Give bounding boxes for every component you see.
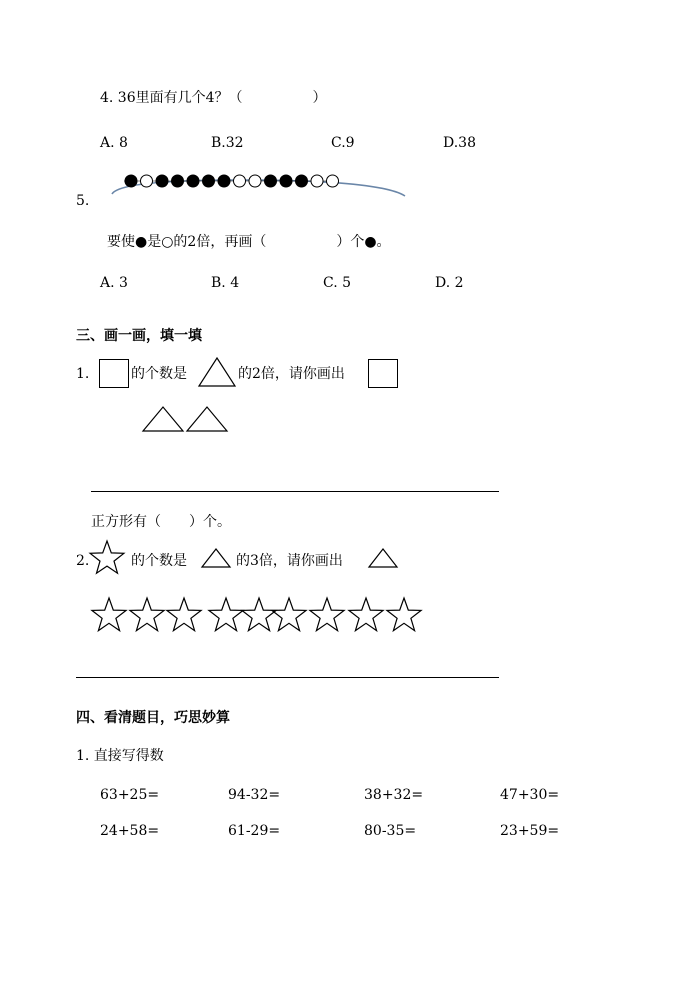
square-icon — [368, 359, 398, 388]
star-icon — [130, 598, 164, 631]
square-icon — [99, 359, 129, 388]
q5-option-c: C. 5 — [323, 275, 352, 291]
triangle-icon — [368, 548, 398, 568]
star-icon — [272, 598, 306, 631]
filled-bead-icon — [125, 175, 137, 187]
triangle-icon — [143, 407, 183, 431]
open-bead-icon — [327, 175, 339, 187]
q5-question: 要使●是○的2倍，再画（ ）个●。 — [107, 234, 391, 250]
star-icon — [167, 598, 201, 631]
drawing-line-2 — [76, 677, 499, 678]
star-icon — [209, 598, 243, 631]
q4-question: 4. 36里面有几个4？（ ） — [100, 90, 327, 106]
q5-option-b: B. 4 — [211, 275, 240, 291]
calc-item: 80-35= — [364, 823, 417, 839]
calc-item: 47+30= — [500, 787, 560, 803]
calc-item: 61-29= — [228, 823, 281, 839]
q4-option-c: C.9 — [331, 135, 355, 151]
filled-bead-icon — [296, 175, 308, 187]
s3-p1-text-b: 的2倍，请你画出 — [238, 366, 345, 382]
q4-option-b: B.32 — [211, 135, 244, 151]
filled-bead-icon — [203, 175, 215, 187]
star-icon — [89, 540, 125, 576]
open-bead-icon — [249, 175, 261, 187]
star-icon — [92, 598, 126, 631]
calc-item: 23+59= — [500, 823, 560, 839]
triangle-icon — [201, 548, 231, 568]
s3-p2-number: 2. — [76, 553, 90, 569]
section4-title: 四、看清题目，巧思妙算 — [76, 710, 230, 726]
section3-title: 三、画一画，填一填 — [76, 328, 202, 344]
s4-p1-title: 1. 直接写得数 — [76, 748, 164, 764]
q5-option-a: A. 3 — [100, 275, 128, 291]
calc-item: 38+32= — [364, 787, 424, 803]
calc-item: 63+25= — [100, 787, 160, 803]
s3-p1-number: 1. — [76, 366, 90, 382]
star-row — [90, 594, 430, 638]
triangle-icon — [187, 407, 227, 431]
filled-bead-icon — [280, 175, 292, 187]
calc-item: 24+58= — [100, 823, 160, 839]
star-icon — [310, 598, 344, 631]
open-bead-icon — [234, 175, 246, 187]
open-bead-icon — [141, 175, 153, 187]
filled-bead-icon — [187, 175, 199, 187]
q4-option-d: D.38 — [443, 135, 476, 151]
triangle-icon — [198, 357, 236, 387]
filled-bead-icon — [265, 175, 277, 187]
q5-number: 5. — [76, 193, 90, 209]
bead-row — [124, 172, 364, 192]
s3-p2-text-b: 的3倍，请你画出 — [236, 553, 343, 569]
star-icon — [349, 598, 383, 631]
s3-p2-text-a: 的个数是 — [131, 553, 187, 569]
s3-p1-text-a: 的个数是 — [131, 366, 187, 382]
drawing-line-1 — [91, 491, 499, 492]
triangle-group — [142, 406, 232, 432]
open-bead-icon — [311, 175, 323, 187]
filled-bead-icon — [218, 175, 230, 187]
calc-item: 94-32= — [228, 787, 281, 803]
star-icon — [242, 598, 276, 631]
filled-bead-icon — [172, 175, 184, 187]
q5-option-d: D. 2 — [435, 275, 464, 291]
q4-option-a: A. 8 — [100, 135, 128, 151]
filled-bead-icon — [156, 175, 168, 187]
star-icon — [387, 598, 421, 631]
s3-p1-answer: 正方形有（ ）个。 — [91, 514, 231, 530]
